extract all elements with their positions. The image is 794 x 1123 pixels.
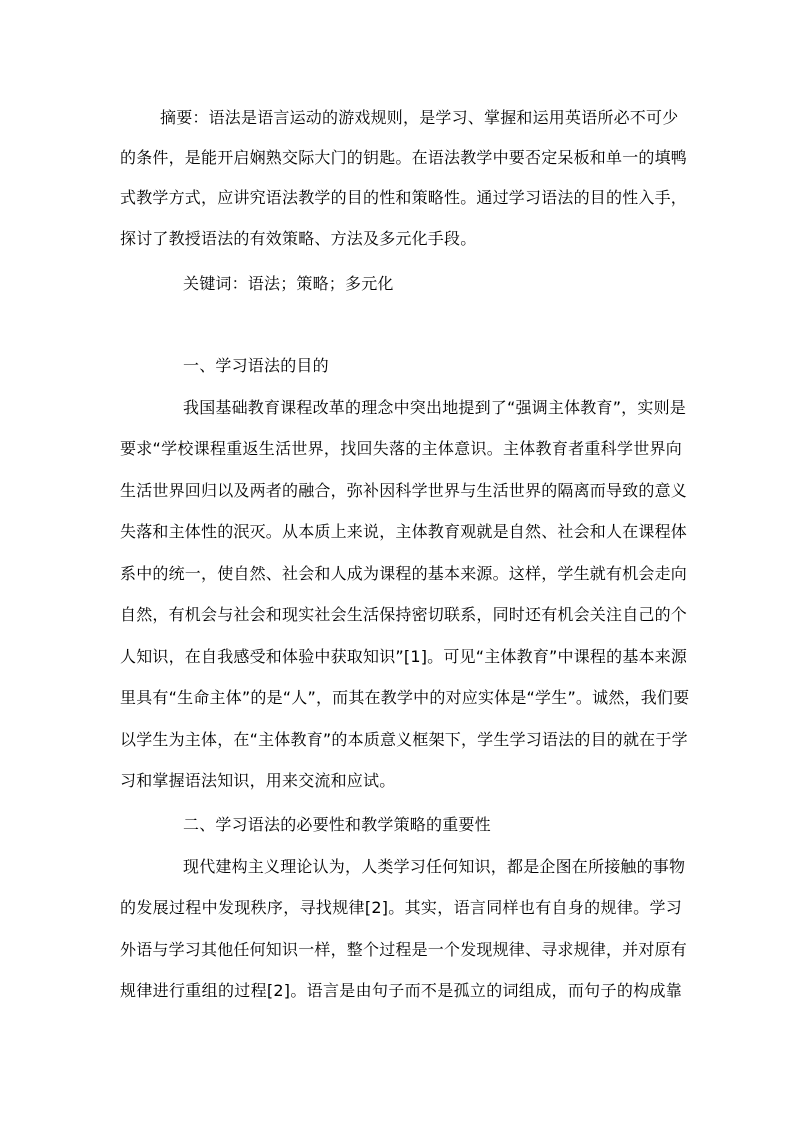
- paragraph-line: 自然，有机会与社会和现实社会生活保持密切联系，同时还有机会关注自己的个: [120, 605, 688, 624]
- paragraph-line: 要求“学校课程重返生活世界，找回失落的主体意识。主体教育者重科学世界向: [120, 439, 682, 458]
- paragraph-line: 我国基础教育课程改革的理念中突出地提到了“强调主体教育”，实则是: [183, 398, 686, 417]
- paragraph-line: 外语与学习其他任何知识一样，整个过程是一个发现规律、寻求规律，并对原有: [120, 940, 688, 959]
- abstract-line-2: 的条件，是能开启娴熟交际大门的钥匙。在语法教学中要否定呆板和单一的填鸭: [120, 148, 688, 167]
- section-heading-2: 二、学习语法的必要性和教学策略的重要性: [183, 815, 491, 834]
- section-heading-1: 一、学习语法的目的: [183, 356, 329, 375]
- paragraph-line: 系中的统一，使自然、社会和人成为课程的基本来源。这样，学生就有机会走向: [120, 564, 688, 583]
- paragraph-line: 以学生为主体，在“主体教育”的本质意义框架下，学生学习语法的目的就在于学: [120, 730, 688, 749]
- abstract-line-3: 式教学方式，应讲究语法教学的目的性和策略性。通过学习语法的目的性入手，: [120, 188, 688, 207]
- paragraph-line: 失落和主体性的泯灭。从本质上来说，主体教育观就是自然、社会和人在课程体: [120, 522, 688, 541]
- paragraph-line: 里具有“生命主体”的是“人”，而其在教学中的对应实体是“学生”。诚然，我们要: [120, 688, 690, 707]
- paragraph-line: 人知识，在自我感受和体验中获取知识”[1]。可见“主体教育”中课程的基本来源: [120, 647, 688, 666]
- paragraph-line: 规律进行重组的过程[2]。语言是由句子而不是孤立的词组成，而句子的构成靠: [120, 981, 682, 1000]
- abstract-line-4: 探讨了教授语法的有效策略、方法及多元化手段。: [120, 229, 477, 248]
- paragraph-line: 现代建构主义理论认为，人类学习任何知识，都是企图在所接触的事物: [183, 857, 686, 876]
- paragraph-line: 的发展过程中发现秩序，寻找规律[2]。其实，语言同样也有自身的规律。学习: [120, 898, 682, 917]
- paragraph-line: 习和掌握语法知识，用来交流和应试。: [120, 771, 396, 790]
- paragraph-line: 生活世界回归以及两者的融合，弥补因科学世界与生活世界的隔离而导致的意义: [120, 481, 688, 500]
- keywords: 关键词：语法；策略；多元化: [183, 274, 394, 293]
- abstract-line-1: 摘要：语法是语言运动的游戏规则，是学习、掌握和运用英语所必不可少: [160, 108, 679, 127]
